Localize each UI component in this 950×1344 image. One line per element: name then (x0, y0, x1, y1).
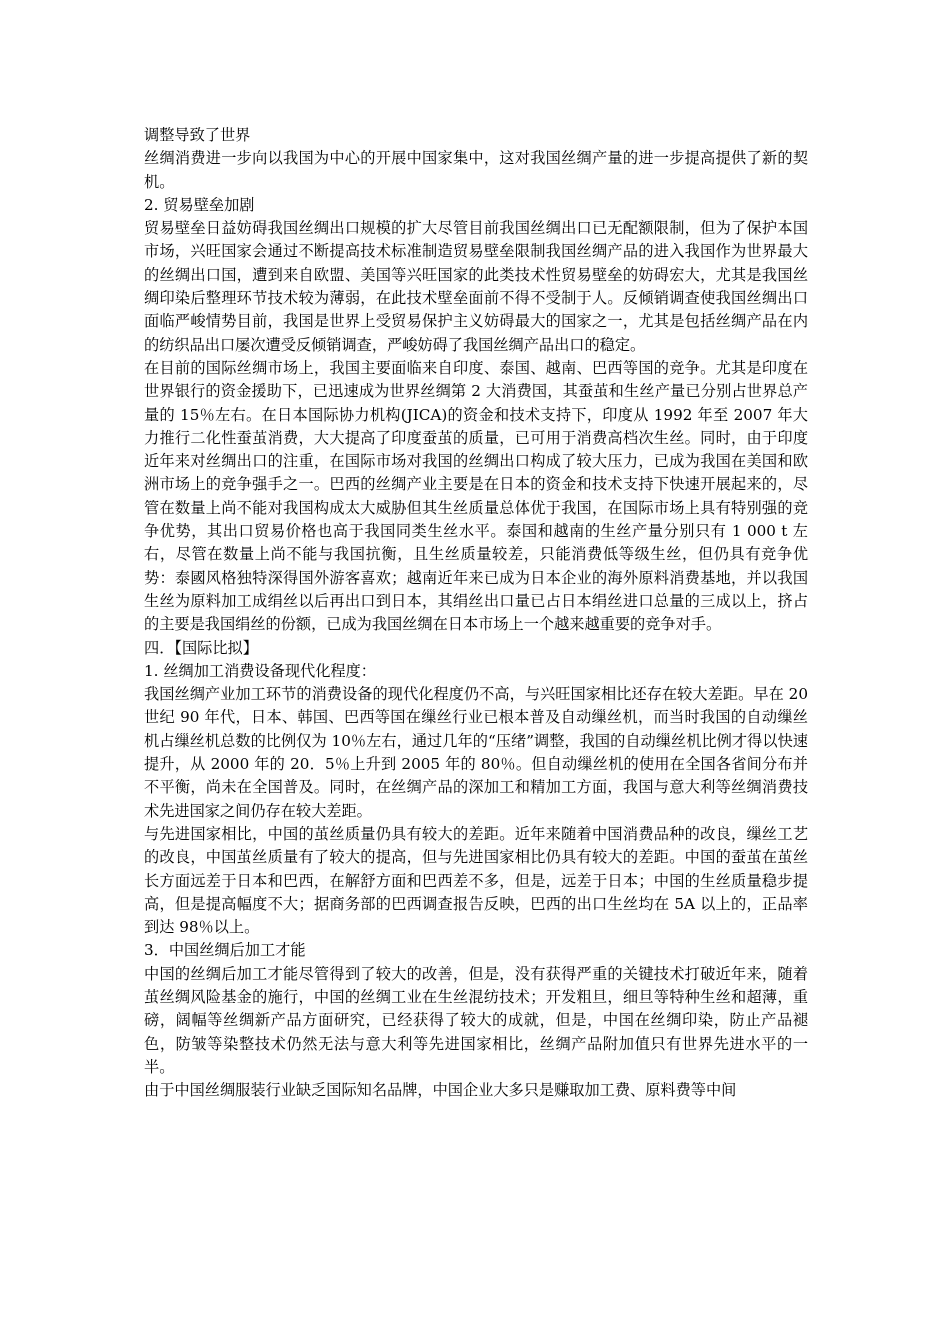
paragraph-fragment-intro: 调整导致了世界 (144, 126, 251, 144)
paragraph-consumption-shift: 丝绸消费进一步向以我国为中心的开展中国家集中，这对我国丝绸产量的进一步提高提供了新的契机。 (144, 149, 808, 191)
section-heading-post-processing: 3．中国丝绸后加工才能 (144, 941, 306, 960)
paragraph-trade-barriers: 贸易壁垒日益妨碍我国丝绸出口规模的扩大尽管目前我国丝绸出口已无配额限制，但为了保护本国市场，兴旺国家会通过不断提高技术标准制造贸易壁垒限制我国丝绸产品的进入我国作为世界最大的丝绸出口国，遭到来自欧盟、美国等兴旺国家的此类技术性贸易壁垒的妨碍宏大，尤其是我国丝绸印染后整理环节技术较为薄弱，在此技术壁垒面前不得不受制于人。反倾销调查使我国丝绸出口面临严峻情势目前，我国是世界上受贸易保护主义妨碍最大的国家之一，尤其是包括丝绸产品在内的纺织品出口屡次遭受反倾销调查，严峻妨碍了我国丝绸产品出口的稳定。 (144, 219, 808, 354)
section-heading-equipment-modernization: 1. 丝绸加工消费设备现代化程度： (144, 661, 376, 680)
paragraph-post-processing: 中国的丝绸后加工才能尽管得到了较大的改善，但是，没有获得严重的关键技术打破近年来，随着茧丝绸风险基金的施行，中国的丝绸工业在生丝混纺技术；开发粗旦，细旦等特种生丝和超薄，重磅，阔幅等丝绸新产品方面研究，已经获得了较大的成就，但是，中国在丝绸印染，防止产品褪色，防皱等染整技术仍然无法与意大利等先进国家相比，丝绸产品附加值只有世界先进水平的一半。 (144, 964, 808, 1076)
paragraph-silk-quality: 与先进国家相比，中国的茧丝质量仍具有较大的差距。近年来随着中国消费品种的改良，缫丝工艺的改良，中国茧丝质量有了较大的提高，但与先进国家相比仍具有较大的差距。中国的蚕茧在茧丝长方面远差于日本和巴西，在解舒方面和巴西差不多，但是，远差于日本；中国的生丝质量稳步提高，但是提高幅度不大；据商务部的巴西调查报告反映，巴西的出口生丝均在 5A 以上的，正品率到达 98％以上。 (144, 824, 808, 937)
paragraph-competition: 在目前的国际丝绸市场上，我国主要面临来自印度、泰国、越南、巴西等国的竞争。尤其是印度在世界银行的资金援助下，已迅速成为世界丝绸第 2 大消费国，其蚕茧和生丝产量已分别占世界总产量的 15％左右。在日本国际协力机构(JICA)的资金和技术支持下，印度从 1992 年至 2007 年大力推行二化性蚕茧消费，大大提高了印度蚕茧的质量，已可用于消费高档次生丝。同时，由于印度近年来对丝绸出口的注重，在国际市场对我国的丝绸出口构成了较大压力，已成为我国在美国和欧洲市场上的竞争强手之一。巴西的丝绸产业主要是在日本的资金和技术支持下快速开展起来的，尽管在数量上尚不能对我国构成太大威胁但其生丝质量总体优于我国，在国际市场上具有特别强的竞争优势，其出口贸易价格也高于我国同类生丝水平。泰国和越南的生丝产量分别只有 1 000 t 左右，尽管在数量上尚不能与我国抗衡，且生丝质量较差，只能消费低等级生丝，但仍具有竞争优势：泰國风格独特深得国外游客喜欢；越南近年来已成为日本企业的海外原料消费基地，并以我国生丝为原料加工成绢丝以后再出口到日本，其绢丝出口量已占日本绢丝进口总量的三成以上，挤占的主要是我国绢丝的份额，已成为我国丝绸在日本市场上一个越来越重要的竞争对手。 (144, 358, 808, 634)
document-body (144, 124, 808, 1102)
section-heading-trade-barriers: 2. 贸易壁垒加剧 (144, 195, 255, 214)
section-heading-international-comparison: 四．【国际比拟】 (144, 638, 258, 657)
paragraph-equipment-modernization: 我国丝绸产业加工环节的消费设备的现代化程度仍不高，与兴旺国家相比还存在较大差距。早在 20 世纪 90 年代，日本、韩国、巴西等国在缫丝行业已根本普及自动缫丝机，而当时我国的自动缫丝机占缫丝机总数的比例仅为 10％左右，通过几年的“压绪”调整，我国的自动缫丝机比例才得以快速提升，从 2000 年的 20．5％上升到 2005 年的 80％。但自动缫丝机的使用在全国各省间分布并不平衡，尚未在全国普及。同时，在丝绸产品的深加工和精加工方面，我国与意大利等丝绸消费技术先进国家之间仍存在较大差距。 (144, 685, 808, 820)
paragraph-branding: 由于中国丝绸服装行业缺乏国际知名品牌，中国企业大多只是赚取加工费、原料费等中间 (144, 1081, 737, 1100)
